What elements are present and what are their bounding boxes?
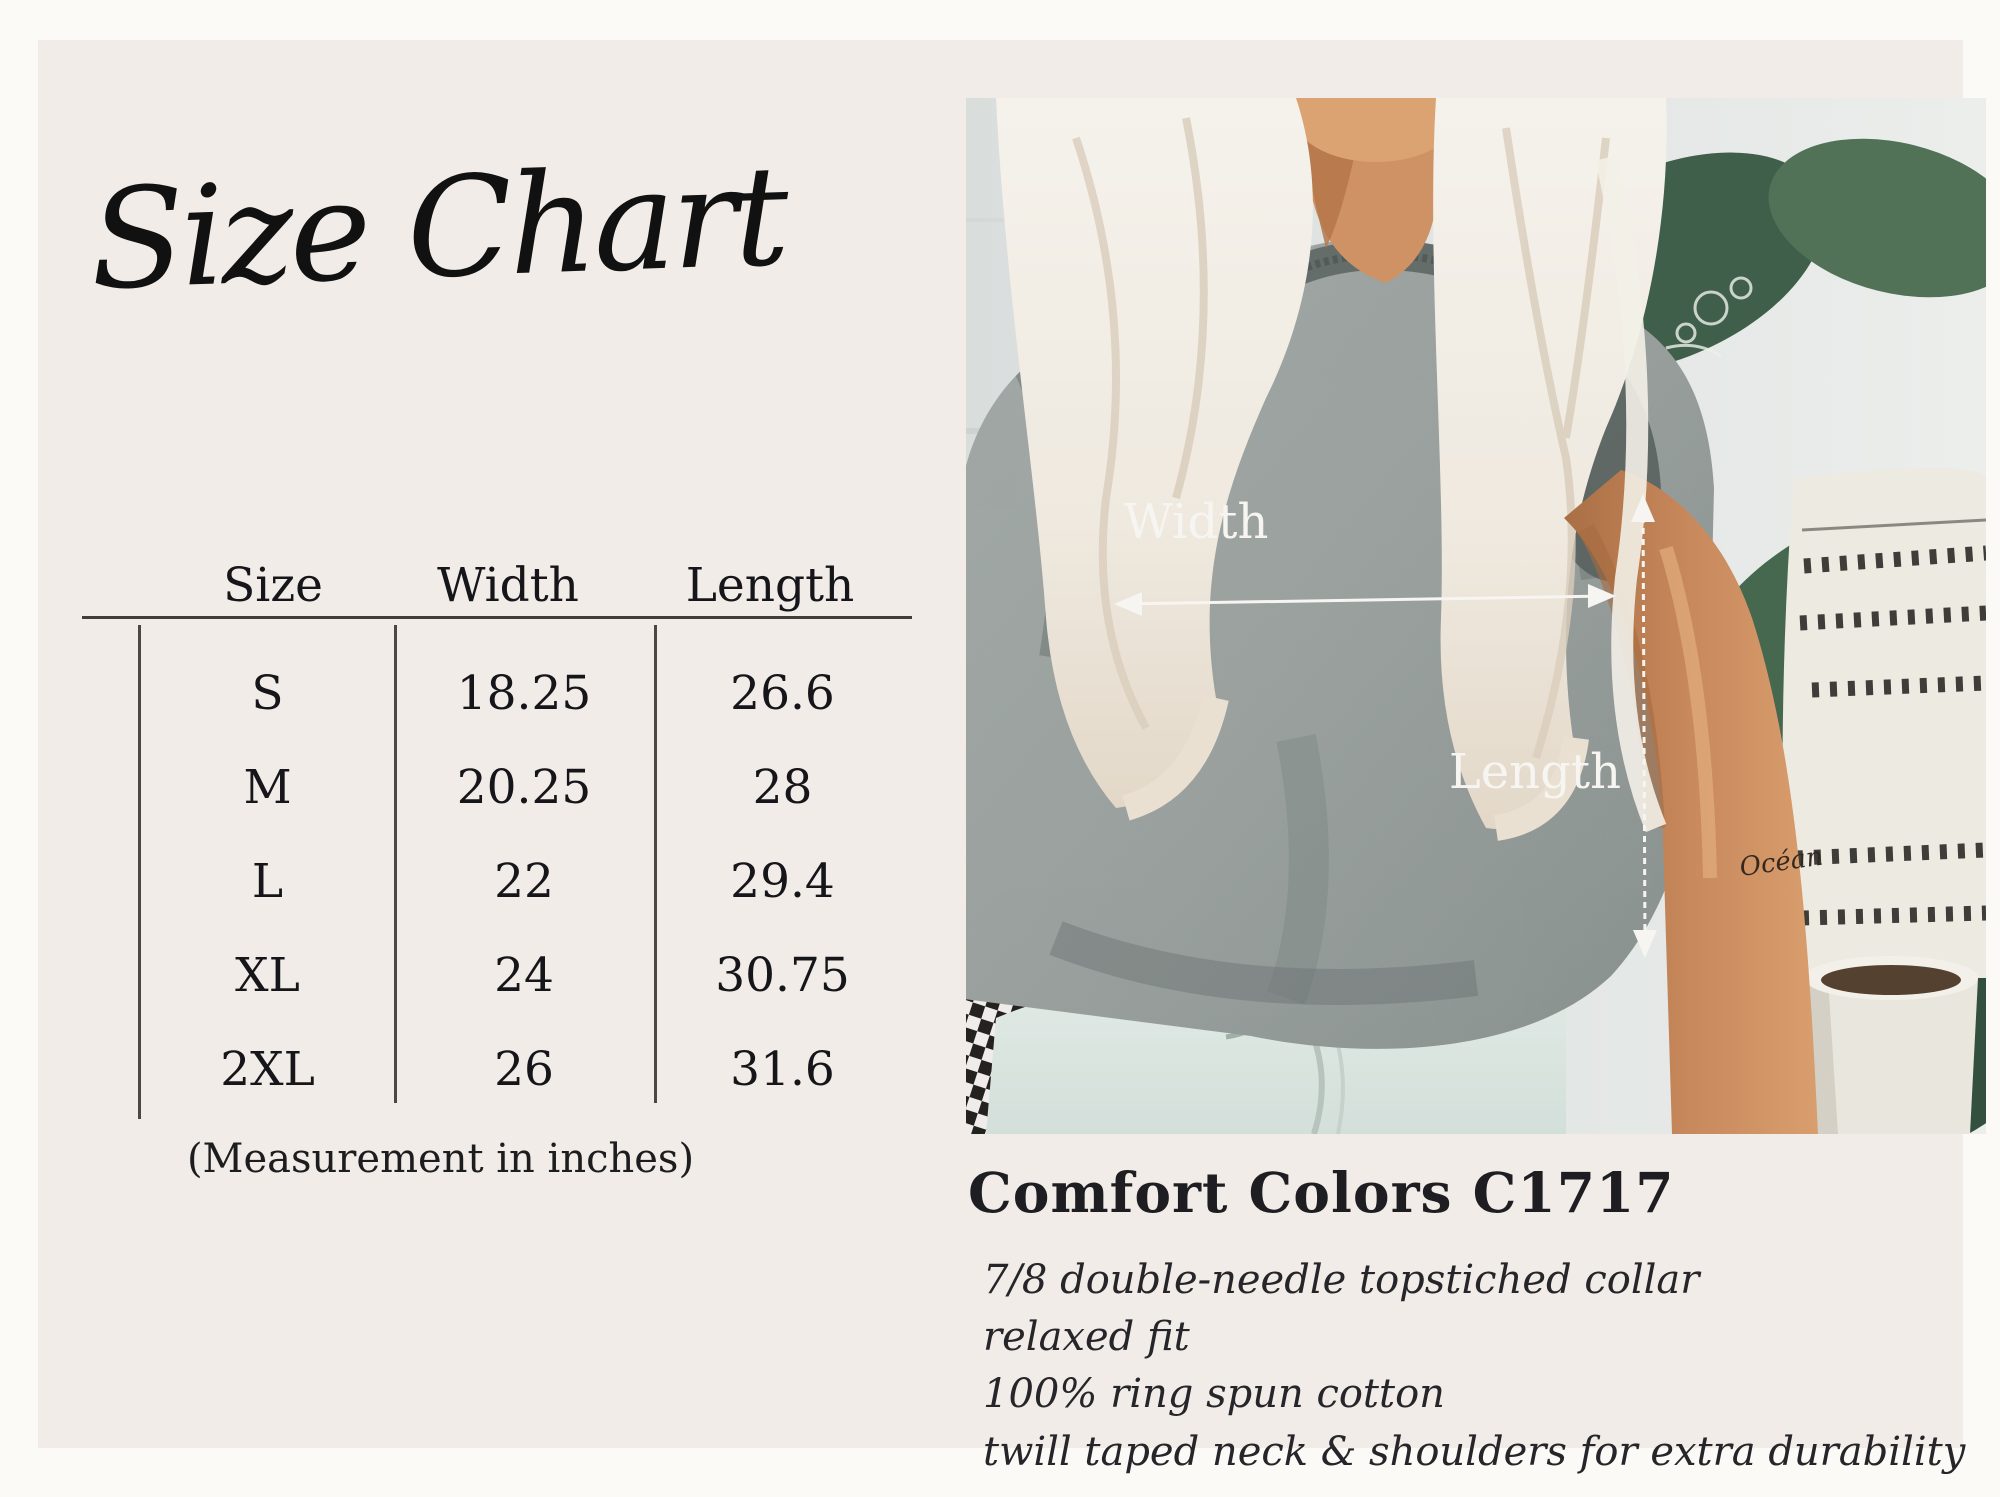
cell-size: S: [251, 665, 284, 721]
tattoo-text: Océan: [1737, 841, 1825, 883]
width-annotation-label: Width: [1123, 494, 1269, 550]
striped-pillow: [1782, 468, 1986, 978]
cell-length: 31.6: [730, 1041, 835, 1097]
product-detail-line: 7/8 double-needle topstiched collar: [983, 1257, 1700, 1303]
product-detail-line: relaxed fit: [983, 1314, 1190, 1361]
column-header-width: Width: [437, 558, 579, 613]
cell-size: L: [251, 853, 284, 909]
photo-illustration: [966, 98, 1986, 1134]
product-heading: Comfort Colors C1717: [968, 1160, 1675, 1225]
measurement-note: (Measurement in inches): [186, 1136, 695, 1182]
product-detail-line: twill taped neck & shoulders for extra durability: [983, 1428, 1966, 1475]
page-title: Size Chart: [87, 135, 788, 321]
length-annotation-label: Length: [1448, 744, 1621, 800]
table-header-rule: [82, 616, 912, 619]
cell-length: 29.4: [730, 853, 835, 909]
cream-panel: [38, 40, 1966, 1475]
product-details: [983, 1252, 1965, 1481]
cell-width: 26: [494, 1041, 554, 1097]
plant-pot: [1804, 956, 1978, 1134]
size-table: [141, 646, 911, 1118]
cell-size: XL: [235, 947, 300, 1003]
cell-length: 28: [752, 759, 813, 815]
column-header-size: Size: [223, 558, 323, 613]
product-detail-line: 100% ring spun cotton: [983, 1371, 1445, 1418]
cell-width: 18.25: [456, 665, 592, 721]
product-photo: [966, 98, 1986, 1134]
column-header-length: Length: [685, 558, 855, 613]
cell-length: 26.6: [730, 665, 835, 721]
cell-width: 20.25: [456, 759, 592, 815]
cell-size: M: [243, 759, 292, 815]
pot-soil: [1821, 965, 1961, 995]
cell-length: 30.75: [715, 947, 850, 1003]
cell-width: 22: [494, 853, 554, 909]
cell-size: 2XL: [220, 1041, 315, 1097]
cell-width: 24: [494, 947, 554, 1003]
